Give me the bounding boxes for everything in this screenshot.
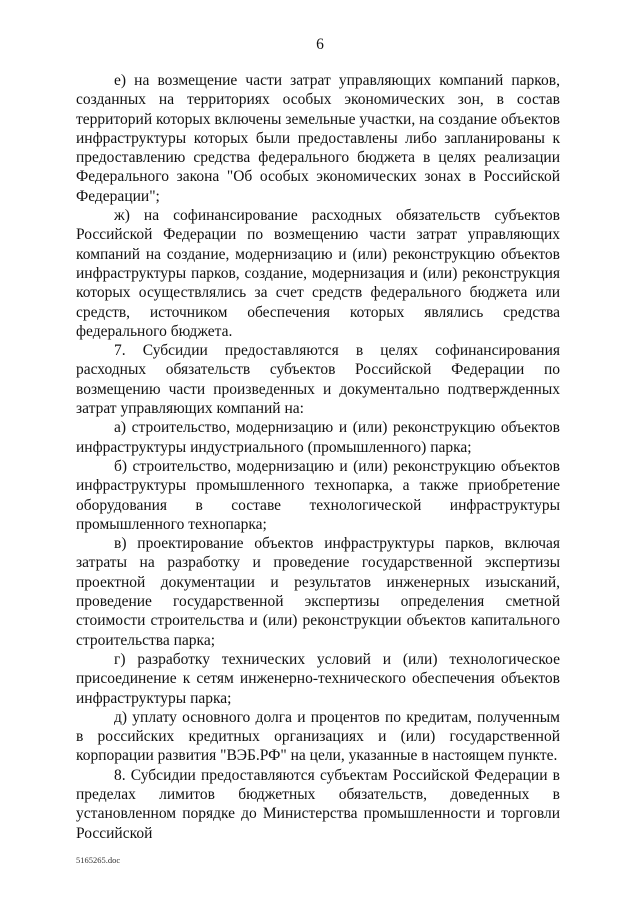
paragraph-clause-7: 7. Субсидии предоставляются в целях софинансирования расходных обязательств субъектов Российской Федерации по возмещению части произведенных и документально подтвержденных затрат управляющих компаний на: [76, 342, 560, 418]
page-number: 6 [316, 36, 324, 53]
paragraph-item-g: г) разработку технических условий и (или) технологическое присоединение к сетям инженерно-технического обеспечения объектов инфраструктуры парка; [76, 650, 560, 707]
paragraph-item-v: в) проектирование объектов инфраструктуры парков, включая затраты на разработку и проведение государственной экспертизы проектной документации и результатов инженерных изысканий, проведение государственной экспертизы определения сметной стоимости строительства и (или) реконструкции объектов капитального строительства парка; [76, 535, 560, 649]
document-body [76, 71, 560, 843]
paragraph-item-a: а) строительство, модернизацию и (или) реконструкцию объектов инфраструктуры индустриального (промышленного) парка; [76, 419, 560, 456]
document-file-reference: 5165265.doc [76, 855, 121, 865]
paragraph-item-zh: ж) на софинансирование расходных обязательств субъектов Российской Федерации по возмещению части затрат управляющих компаний на создание, модернизацию и (или) реконструкцию объектов инфраструктуры парков, создание, модернизация и (или) реконструкция которых осуществлялись за счет средств федерального бюджета или средств, источником обеспечения которых являлись средства федерального бюджета. [76, 207, 560, 340]
paragraph-clause-8: 8. Субсидии предоставляются субъектам Российской Федерации в пределах лимитов бюджетных обязательств, доведенных в установленном порядке до Министерства промышленности и торговли Российской [76, 766, 560, 842]
paragraph-item-e: е) на возмещение части затрат управляющих компаний парков, созданных на территориях особых экономических зон, в состав территорий которых включены земельные участки, на создание объектов инфраструктуры которых были предоставлены либо запланированы к предоставлению средства федерального бюджета в целях реализации Федерального закона "Об особых экономических зонах в Российской Федерации"; [76, 72, 560, 205]
paragraph-item-d: д) уплату основного долга и процентов по кредитам, полученным в российских кредитных организациях и (или) государственной корпорации развития "ВЭБ.РФ" на цели, указанные в настоящем пункте. [76, 708, 560, 765]
paragraph-item-b: б) строительство, модернизацию и (или) реконструкцию объектов инфраструктуры промышленного технопарка, а также приобретение оборудования в составе технологической инфраструктуры промышленного технопарка; [76, 457, 560, 533]
